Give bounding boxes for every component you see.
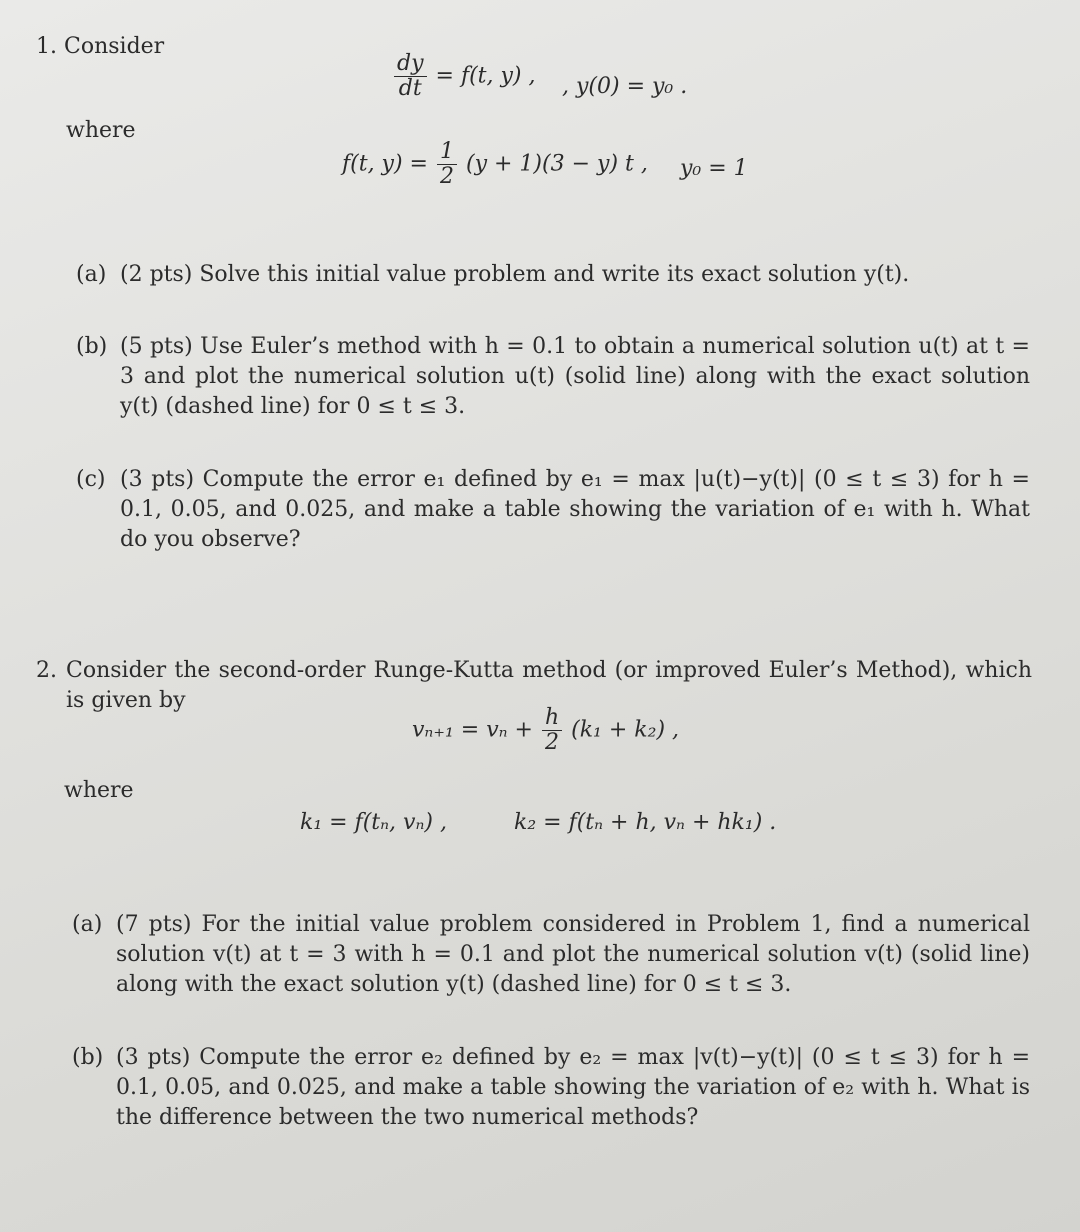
k1-definition: k₁ = f(tₙ, vₙ) , [300,810,447,835]
part-1b-text: (5 pts) Use Euler’s method with h = 0.1 to obtain a numerical solution u(t) at t = 3 and plot the numerical solution u(t) (solid line) along with the exact solution y(t) (dashed line) for 0 ≤ t ≤ 3. [120,334,1030,419]
problem-1-number: 1. [36,34,57,59]
f-definition [342,140,648,189]
fraction-numerator: 1 [437,140,457,165]
scheme-rhs: (k₁ + k₂) , [571,717,680,743]
part-1c-label: (c) [76,467,106,492]
problem-2-where: where [64,778,134,803]
ode-rhs: = f(t, y) , [435,63,536,89]
fraction-denominator: 2 [440,164,454,189]
part-2b-label: (b) [72,1045,104,1070]
problem-2-number: 2. [36,658,57,683]
part-1c-text: (3 pts) Compute the error e₁ defined by e₁ = max |u(t)−y(t)| (0 ≤ t ≤ 3) for h = 0.1, 0.05, and 0.025, and make a table showing the variation of e₁ with h. What do you observe? [120,467,1030,552]
h-half-fraction [542,706,562,755]
f-rhs: (y + 1)(3 − y) t , [466,151,648,177]
initial-condition: , y(0) = y₀ . [562,74,688,99]
scheme-lhs: vₙ₊₁ = vₙ + [412,717,533,743]
part-1a-text: (2 pts) Solve this initial value problem and write its exact solution y(t). [120,262,910,287]
fraction-numerator: dy [394,52,427,77]
problem-2-intro: Consider the second-order Runge-Kutta method (or improved Euler’s Method), which is given by [66,658,1032,713]
f-lhs: f(t, y) = [342,151,428,177]
half-fraction [437,140,457,189]
rk2-scheme [412,706,679,755]
part-2a-text: (7 pts) For the initial value problem considered in Problem 1, find a numerical solution v(t) at t = 3 with h = 0.1 and plot the numerical solution v(t) (solid line) along with the exact solution y(t) (dashed line) for 0 ≤ t ≤ 3. [116,912,1030,997]
problem-1-intro: Consider [64,34,165,59]
part-1b-label: (b) [76,334,108,359]
y0-value: y₀ = 1 [680,156,748,181]
k2-definition: k₂ = f(tₙ + h, vₙ + hk₁) . [514,810,777,835]
problem-1-heading [36,32,164,62]
ode-equation [392,52,536,101]
problem-1-where: where [66,118,136,143]
part-2b-text: (3 pts) Compute the error e₂ defined by e₂ = max |v(t)−y(t)| (0 ≤ t ≤ 3) for h = 0.1, 0.05, and 0.025, and make a table showing the variation of e₂ with h. What is the difference between the two numerical methods? [116,1045,1030,1130]
fraction-numerator: h [542,706,562,731]
part-1a-label: (a) [76,262,107,287]
part-2a-label: (a) [72,912,103,937]
dy-dt-fraction [394,52,427,101]
fraction-denominator: dt [398,76,422,101]
fraction-denominator: 2 [545,730,560,755]
